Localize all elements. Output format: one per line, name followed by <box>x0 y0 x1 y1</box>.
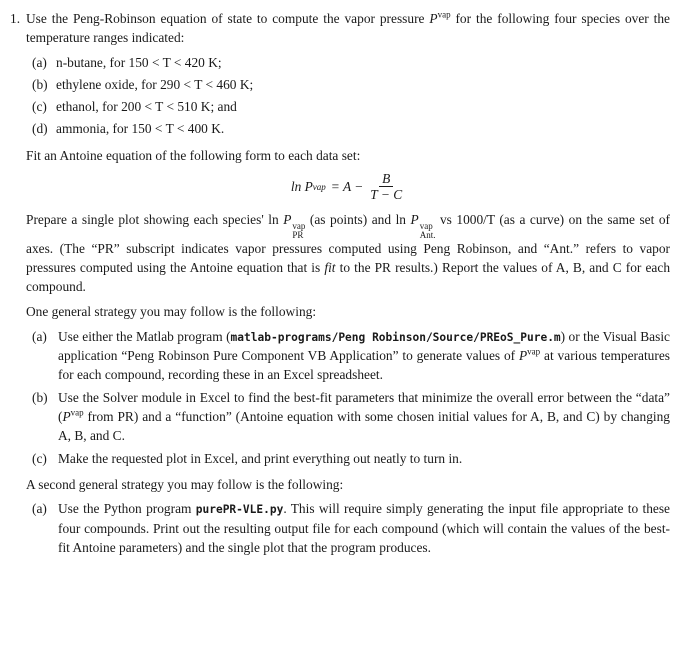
equation-lhs: ln P <box>290 178 313 194</box>
species-item: (b) ethylene oxide, for 290 < T < 460 K; <box>32 77 254 93</box>
strategy-2-steps <box>32 500 670 557</box>
step-item: (a) Use the Python program purePR-VLE.py. This will require simply generating the input file appropriate to these four compounds. Print out the resulting output file for each compound (which will contain the values of the best-fit Antoine parameters) and the single plot that the program produces. <box>32 501 670 555</box>
step-item: (b) Use the Solver module in Excel to find the best-fit parameters that minimize the overall error between the “data” ($P^{vap}$ from PR) and a “function” (Antoine equation with some chosen initial values for A, B, and C) by changing A, B, and C. <box>32 390 670 443</box>
species-item: (d) ammonia, for 150 < T < 400 K. <box>32 121 225 137</box>
prepare-paragraph: Prepare a single plot showing each species' ln P vap PR (as points) and ln P vap Ant. vs 1000/T (as a curve) on the same set of axes. (The “PR” subscript indicates vapor pressures computed using Peng Robinson, and “Ant.” refers to vapor pressures computed using the Antoine equation that is fit to the PR results.) Report the values of A, B, and C for each compound. <box>26 212 671 294</box>
equation-rhs: = A − <box>330 178 364 194</box>
species-list <box>32 54 670 139</box>
fit-sentence: Fit an Antoine equation of the following form to each data set: <box>26 147 361 163</box>
equation-fraction: $\frac{B}{T - C}$ <box>370 171 403 203</box>
question-1 <box>10 10 670 557</box>
strategy-2-title: A second general strategy you may follow is the following: <box>26 476 344 492</box>
species-item: (a) n-butane, for 150 < T < 420 K; <box>32 55 222 71</box>
code-filename: purePR-VLE.py <box>195 503 284 517</box>
strategy-1-steps <box>32 328 670 469</box>
code-path: matlab-programs/Peng Robinson/Source/PREoS_Pure.m <box>230 330 561 344</box>
antoine-equation: ln P vap = A − $\frac{B}{T - C}$ <box>26 171 670 205</box>
step-item: (c) Make the requested plot in Excel, and print everything out neatly to turn in. <box>32 451 463 467</box>
step-item: (a) Use either the Matlab program (matlab-programs/Peng Robinson/Source/PREoS_Pure.m) or the Visual Basic application “Peng Robinson Pure Component VB Application” to generate values of $P^{vap}$ at various temperatures for each compound, recording these in an Excel spreadsheet. <box>32 328 671 382</box>
question-intro: Use the Peng-Robinson equation of state to compute the vapor pressure $P^{vap}$ for the following four species over the temperature ranges indicated: <box>26 9 671 45</box>
question-number: 1. <box>10 11 21 26</box>
species-item: (c) ethanol, for 200 < T < 510 K; and <box>32 99 237 115</box>
strategy-1-title: One general strategy you may follow is the following: <box>26 304 317 320</box>
